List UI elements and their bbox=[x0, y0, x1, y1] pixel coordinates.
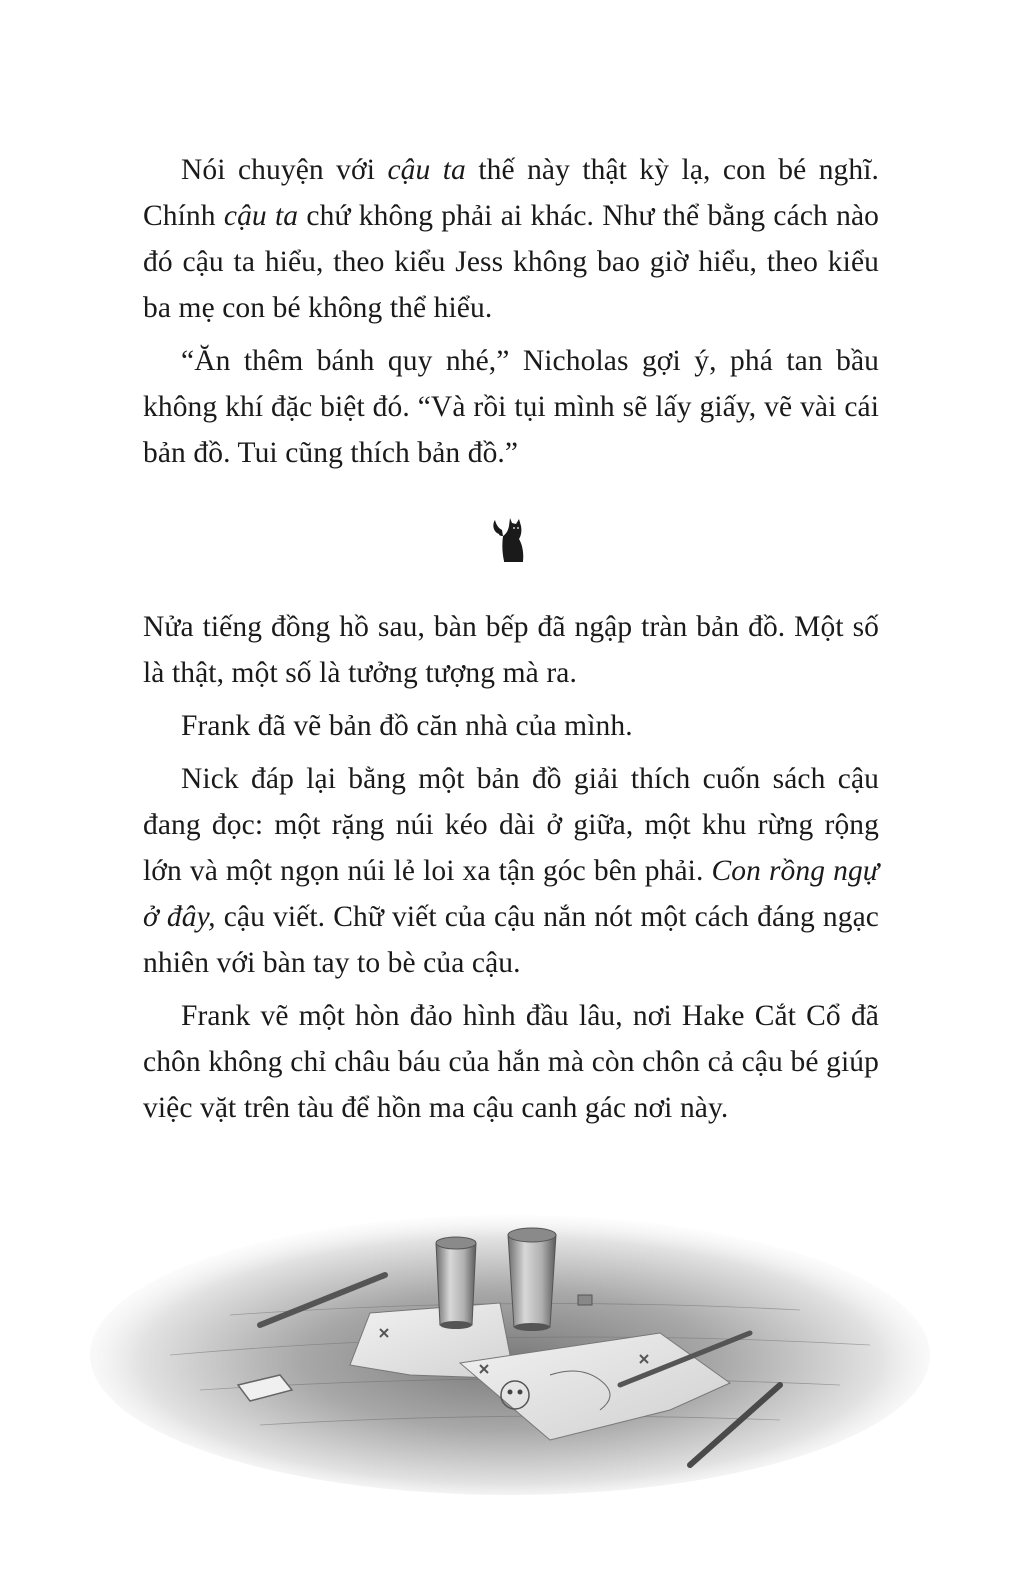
cat-silhouette-icon bbox=[489, 514, 529, 564]
text-run: thế này thật kỳ lạ, con bé nghĩ. Chính bbox=[143, 154, 880, 232]
text-run: Nick đáp lại bằng một bản đồ giải thích cuốn sách cậu đang đọc: một rặng núi kéo dài ở giữa, một khu rừng rộng lớn và một ngọn núi lẻ loi xa tận góc bên phải. bbox=[143, 763, 879, 887]
cup-left bbox=[436, 1237, 476, 1329]
italic-run: cậu ta bbox=[223, 200, 299, 232]
table-maps-cups-pencils-illustration bbox=[80, 1205, 940, 1495]
text-section-two bbox=[143, 604, 879, 1138]
text-section-one bbox=[143, 147, 879, 483]
sharpener bbox=[578, 1295, 592, 1305]
paragraph: Frank vẽ một hòn đảo hình đầu lâu, nơi Hake Cắt Cổ đã chôn không chỉ châu báu của hắn mà còn chôn cả cậu bé giúp việc vặt trên tàu để hồn ma cậu canh gác nơi này. bbox=[143, 1000, 879, 1124]
paragraph: Nửa tiếng đồng hồ sau, bàn bếp đã ngập tràn bản đồ. Một số là thật, một số là tưởng tượng mà ra. bbox=[143, 611, 879, 689]
text-run: Nói chuyện với bbox=[181, 154, 388, 186]
italic-run: Con rồng ngự ở đây, bbox=[143, 855, 879, 933]
text-run: chứ không phải ai khác. Như thể bằng cách nào đó cậu ta hiểu, theo kiểu Jess không bao giờ hiểu, theo kiểu ba mẹ con bé không thể hiểu. bbox=[143, 200, 880, 324]
paragraph bbox=[143, 147, 879, 331]
cup-right bbox=[508, 1228, 556, 1331]
italic-run: cậu ta bbox=[387, 154, 466, 186]
paragraph: “Ăn thêm bánh quy nhé,” Nicholas gợi ý, phá tan bầu không khí đặc biệt đó. “Và rồi tụi mình sẽ lấy giấy, vẽ vài cái bản đồ. Tui cũng thích bản đồ.” bbox=[143, 345, 879, 469]
paragraph: Frank đã vẽ bản đồ căn nhà của mình. bbox=[181, 710, 633, 742]
paragraph bbox=[143, 756, 879, 986]
text-run: cậu viết. Chữ viết của cậu nắn nót một cách đáng ngạc nhiên với bàn tay to bè của cậu. bbox=[143, 901, 879, 979]
